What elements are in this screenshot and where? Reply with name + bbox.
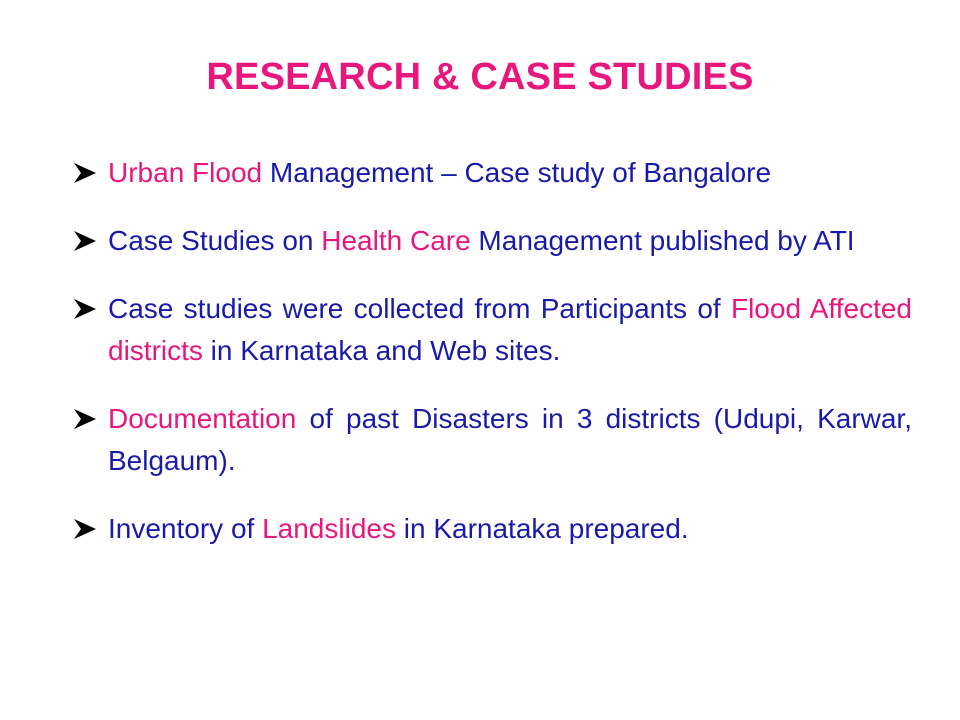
arrowhead-bullet-icon [72, 220, 98, 262]
bullet-text [108, 225, 855, 256]
bullet-text-segment: in Karnataka and Web sites. [202, 335, 561, 366]
arrowhead-bullet-icon [72, 288, 98, 330]
bullet-item [72, 288, 912, 372]
bullet-text-segment: Case studies were collected from Participants of [108, 293, 731, 324]
bullet-highlight: Urban Flood [108, 157, 263, 188]
bullet-text [108, 293, 912, 366]
bullet-text-segment: of past Disasters in 3 districts (Udupi, Karwar, Belgaum). [108, 403, 912, 476]
bullet-highlight: Landslides [262, 513, 396, 544]
bullet-text [108, 157, 771, 188]
bullet-highlight: Documentation [108, 403, 297, 434]
bullet-text-segment: in Karnataka prepared. [395, 513, 689, 544]
bullet-highlight: Flood Affected districts [108, 293, 912, 366]
slide-title: RESEARCH & CASE STUDIES [206, 56, 754, 98]
bullet-item [72, 398, 912, 482]
bullet-text-segment: Management – Case study of Bangalore [262, 157, 772, 188]
arrowhead-bullet-icon [72, 508, 98, 550]
bullet-highlight: Health Care [321, 225, 471, 256]
bullet-item [72, 152, 912, 194]
bullet-list [72, 152, 912, 576]
bullet-text-segment: Management published by ATI [470, 225, 855, 256]
bullet-text-segment: Inventory of [108, 513, 263, 544]
bullet-text [108, 513, 689, 544]
bullet-item [72, 220, 912, 262]
bullet-text-segment: Case Studies on [108, 225, 322, 256]
bullet-text [108, 403, 912, 476]
arrowhead-bullet-icon [72, 398, 98, 440]
bullet-item [72, 508, 912, 550]
arrowhead-bullet-icon [72, 152, 98, 194]
